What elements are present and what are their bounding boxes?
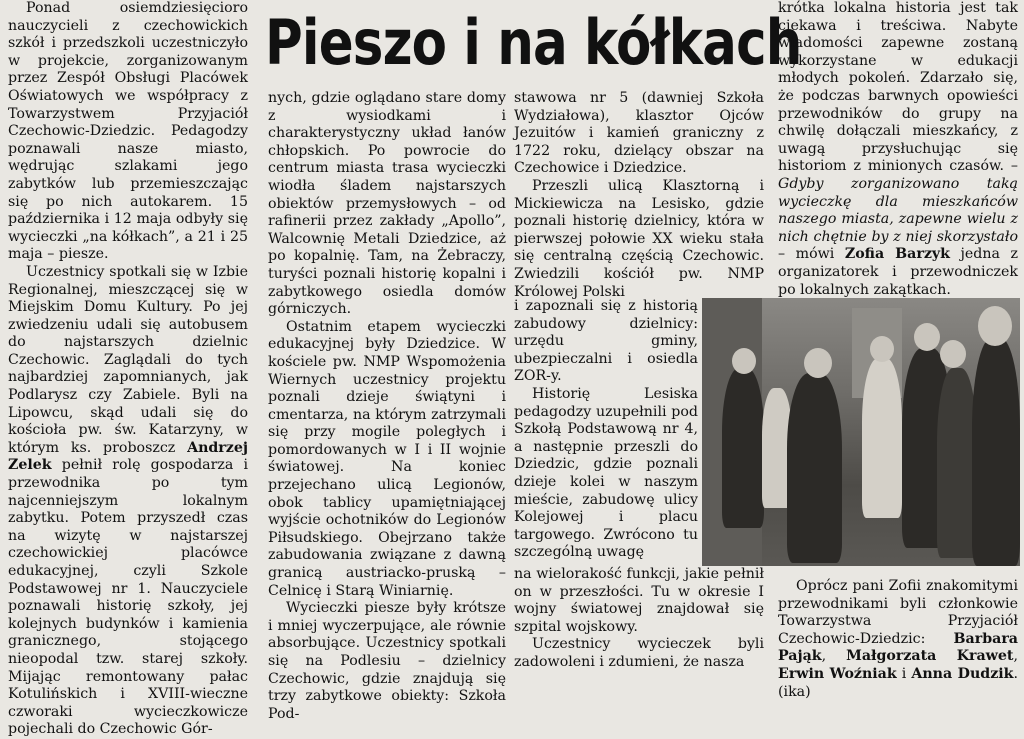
person-name: Małgorzata Krawet — [846, 648, 1014, 665]
column-3-wrap — [514, 298, 698, 562]
column-2 — [268, 90, 506, 723]
separator: , — [1013, 648, 1018, 665]
text: – mówi — [778, 246, 835, 263]
headline: Pieszo i na kółkach — [265, 6, 802, 79]
paragraph: i zapoznali się z historią zabudowy dzielnicy: urzędu gminy, ubezpieczalni i osiedla ZOR-y. — [514, 298, 698, 385]
text: pełnił rolę gospodarza i przewodnika po tym najcenniejszym lokalnym zabytku. Potem przyszedł czas na wizytę w najstarszej czechowickiej placówce edukacyjnej, czyli Szkole Podstawowej nr 1. Nauczyciele poznawali historię szkoły, jej kolejnych budynków i kamienia granicznego, stojącego nieopodal tzw. starej szkoły. Mijając remontowany pałac Kotulińskich i XVIII-wieczne czworaki wycieczkowicze pojechali do Czechowic Gór- — [8, 457, 248, 738]
paragraph — [778, 0, 1018, 299]
person-name: Erwin Woźniak — [778, 665, 897, 682]
text: jedna z organizatorek i przewodniczek po lokalnych zakątkach. — [778, 246, 1018, 298]
paragraph: stawowa nr 5 (dawniej Szkoła Wydziałowa), klasztor Ojców Jezuitów i kamień graniczny z 1722 roku, dzielący obszar na Czechowice i Dziedzice. — [514, 90, 764, 177]
paragraph: Wycieczki piesze były krótsze i mniej wyczerpujące, ale równie absorbujące. Uczestnicy spotkali się na Podlesiu – dzielnicy Czechowic, gdzie znajdują się trzy zabytkowe obiekty: Szkoła Pod- — [268, 600, 506, 722]
text: Uczestnicy spotkali się w Izbie Regionalnej, mieszczącej się w Miejskim Domu Kultury. Po jej zwiedzeniu udali się autobusem do najstarszych dzielnic Czechowic. Zaglądali do tych najbardziej zapomnianych, jak Podlarysz czy Zabiele. Byli na Lipowcu, skąd udali się do kościoła pw. św. Katarzyny, w którym ks. proboszcz — [8, 263, 248, 456]
paragraph: Ostatnim etapem wycieczki edukacyjnej były Dziedzice. W kościele pw. NMP Wspomożenia Wiernych uczestnicy projektu poznali dzieje świątyni i cmentarza, na którym zatrzymali się przy mogile poległych i pomordowanych w I i II wojnie światowej. Na koniec przejechano ulicą Legionów, obok tablicy upamiętniającej wyjście ochotników do Legionów Piłsudskiego. Obejrzano także zabudowania związane z dawną granicą austriacko-pruską – Celnicę i Starą Winiarnię. — [268, 318, 506, 599]
paragraph: nych, gdzie oglądano stare domy z wysiodkami i charakterystyczny układ łanów chłopskich. Po powrocie do centrum miasta trasa wycieczki wiodła śladem najstarszych obiektów przemysłowych – od rafinerii przez zakłady „Apollo”, Walcownię Metali Dziedzice, aż po kopalnię. Tam, na Żebraczy, turyści poznali historię kopalni i zabytkowego osiedla domów górniczych. — [268, 90, 506, 318]
paragraph: na wielorakość funkcji, jakie pełnił on w przeszłości. Tu w okresie I wojny światowej znajdował się szpital wojskowy. — [514, 566, 764, 635]
column-4-bottom — [778, 578, 1018, 701]
person-name: Zofia Barzyk — [844, 246, 950, 263]
text: krótka lokalna historia jest tak ciekawa i treściwa. Nabyte wiadomości zapewne zostaną wykorzystane w edukacji młodych pokoleń. Zdarzało się, że podczas barwnych opowieści przewodników do grupy na chwilę dołączali mieszkańcy, z uwagą przysłuchując się historiom z minionych czasów. – — [778, 0, 1018, 175]
text: i — [901, 665, 907, 682]
text: Oprócz pani Zofii znakomitymi przewodnikami byli członkowie Towarzystwa Przyjaciół Czechowic-Dziedzic: — [778, 578, 1018, 647]
signature: . (ika) — [778, 665, 1018, 700]
person-name: Barbara Pająk — [778, 630, 1018, 665]
paragraph: Ponad osiemdziesięcioro nauczycieli z czechowickich szkół i przedszkoli uczestniczyło w projekcie, zorganizowanym przez Zespół Obsługi Placówek Oświatowych we współpracy z Towarzystwem Przyjaciół Czechowic-Dziedzic. Pedagodzy poznawali nasze miasto, wędrując szlakami jego zabytków lub przemieszczając się po nich autokarem. 15 października i 12 maja odbyły się wycieczki „na kółkach”, a 21 i 25 maja – piesze. — [8, 0, 248, 263]
column-3 — [514, 90, 764, 301]
group-photo — [702, 298, 1020, 566]
paragraph: Uczestnicy wycieczek byli zadowoleni i zdumieni, że nasza — [514, 636, 764, 670]
quote: Gdyby zorganizowano taką wycieczkę dla mieszkańców naszego miasta, zapewne wielu z nich chętnie by z niej skorzystało — [778, 175, 1018, 245]
person-name: Anna Dudzik — [911, 665, 1014, 682]
person-name: Andrzej Zelek — [8, 439, 248, 474]
column-3-bottom — [514, 566, 764, 672]
column-4 — [778, 0, 1018, 299]
separator: , — [821, 648, 827, 665]
paragraph: Historię Lesiska pedagodzy uzupełnili pod Szkołą Podstawową nr 4, a następnie przeszli do Dziedzic, gdzie poznali dzieje kolei w naszym mieście, zabudowę ulicy Kolejowej i placu targowego. Zwrócono tu szczególną uwagę — [514, 385, 698, 561]
paragraph — [8, 264, 248, 739]
paragraph: Przeszli ulicą Klasztorną i Mickiewicza na Lesisko, gdzie poznali historię dzielnicy, która w pierwszej połowie XX wieku stała się centralną częścią Czechowic. Zwiedzili kościół pw. NMP Królowej Polski — [514, 177, 764, 300]
paragraph — [778, 578, 1018, 701]
column-1 — [8, 0, 248, 739]
